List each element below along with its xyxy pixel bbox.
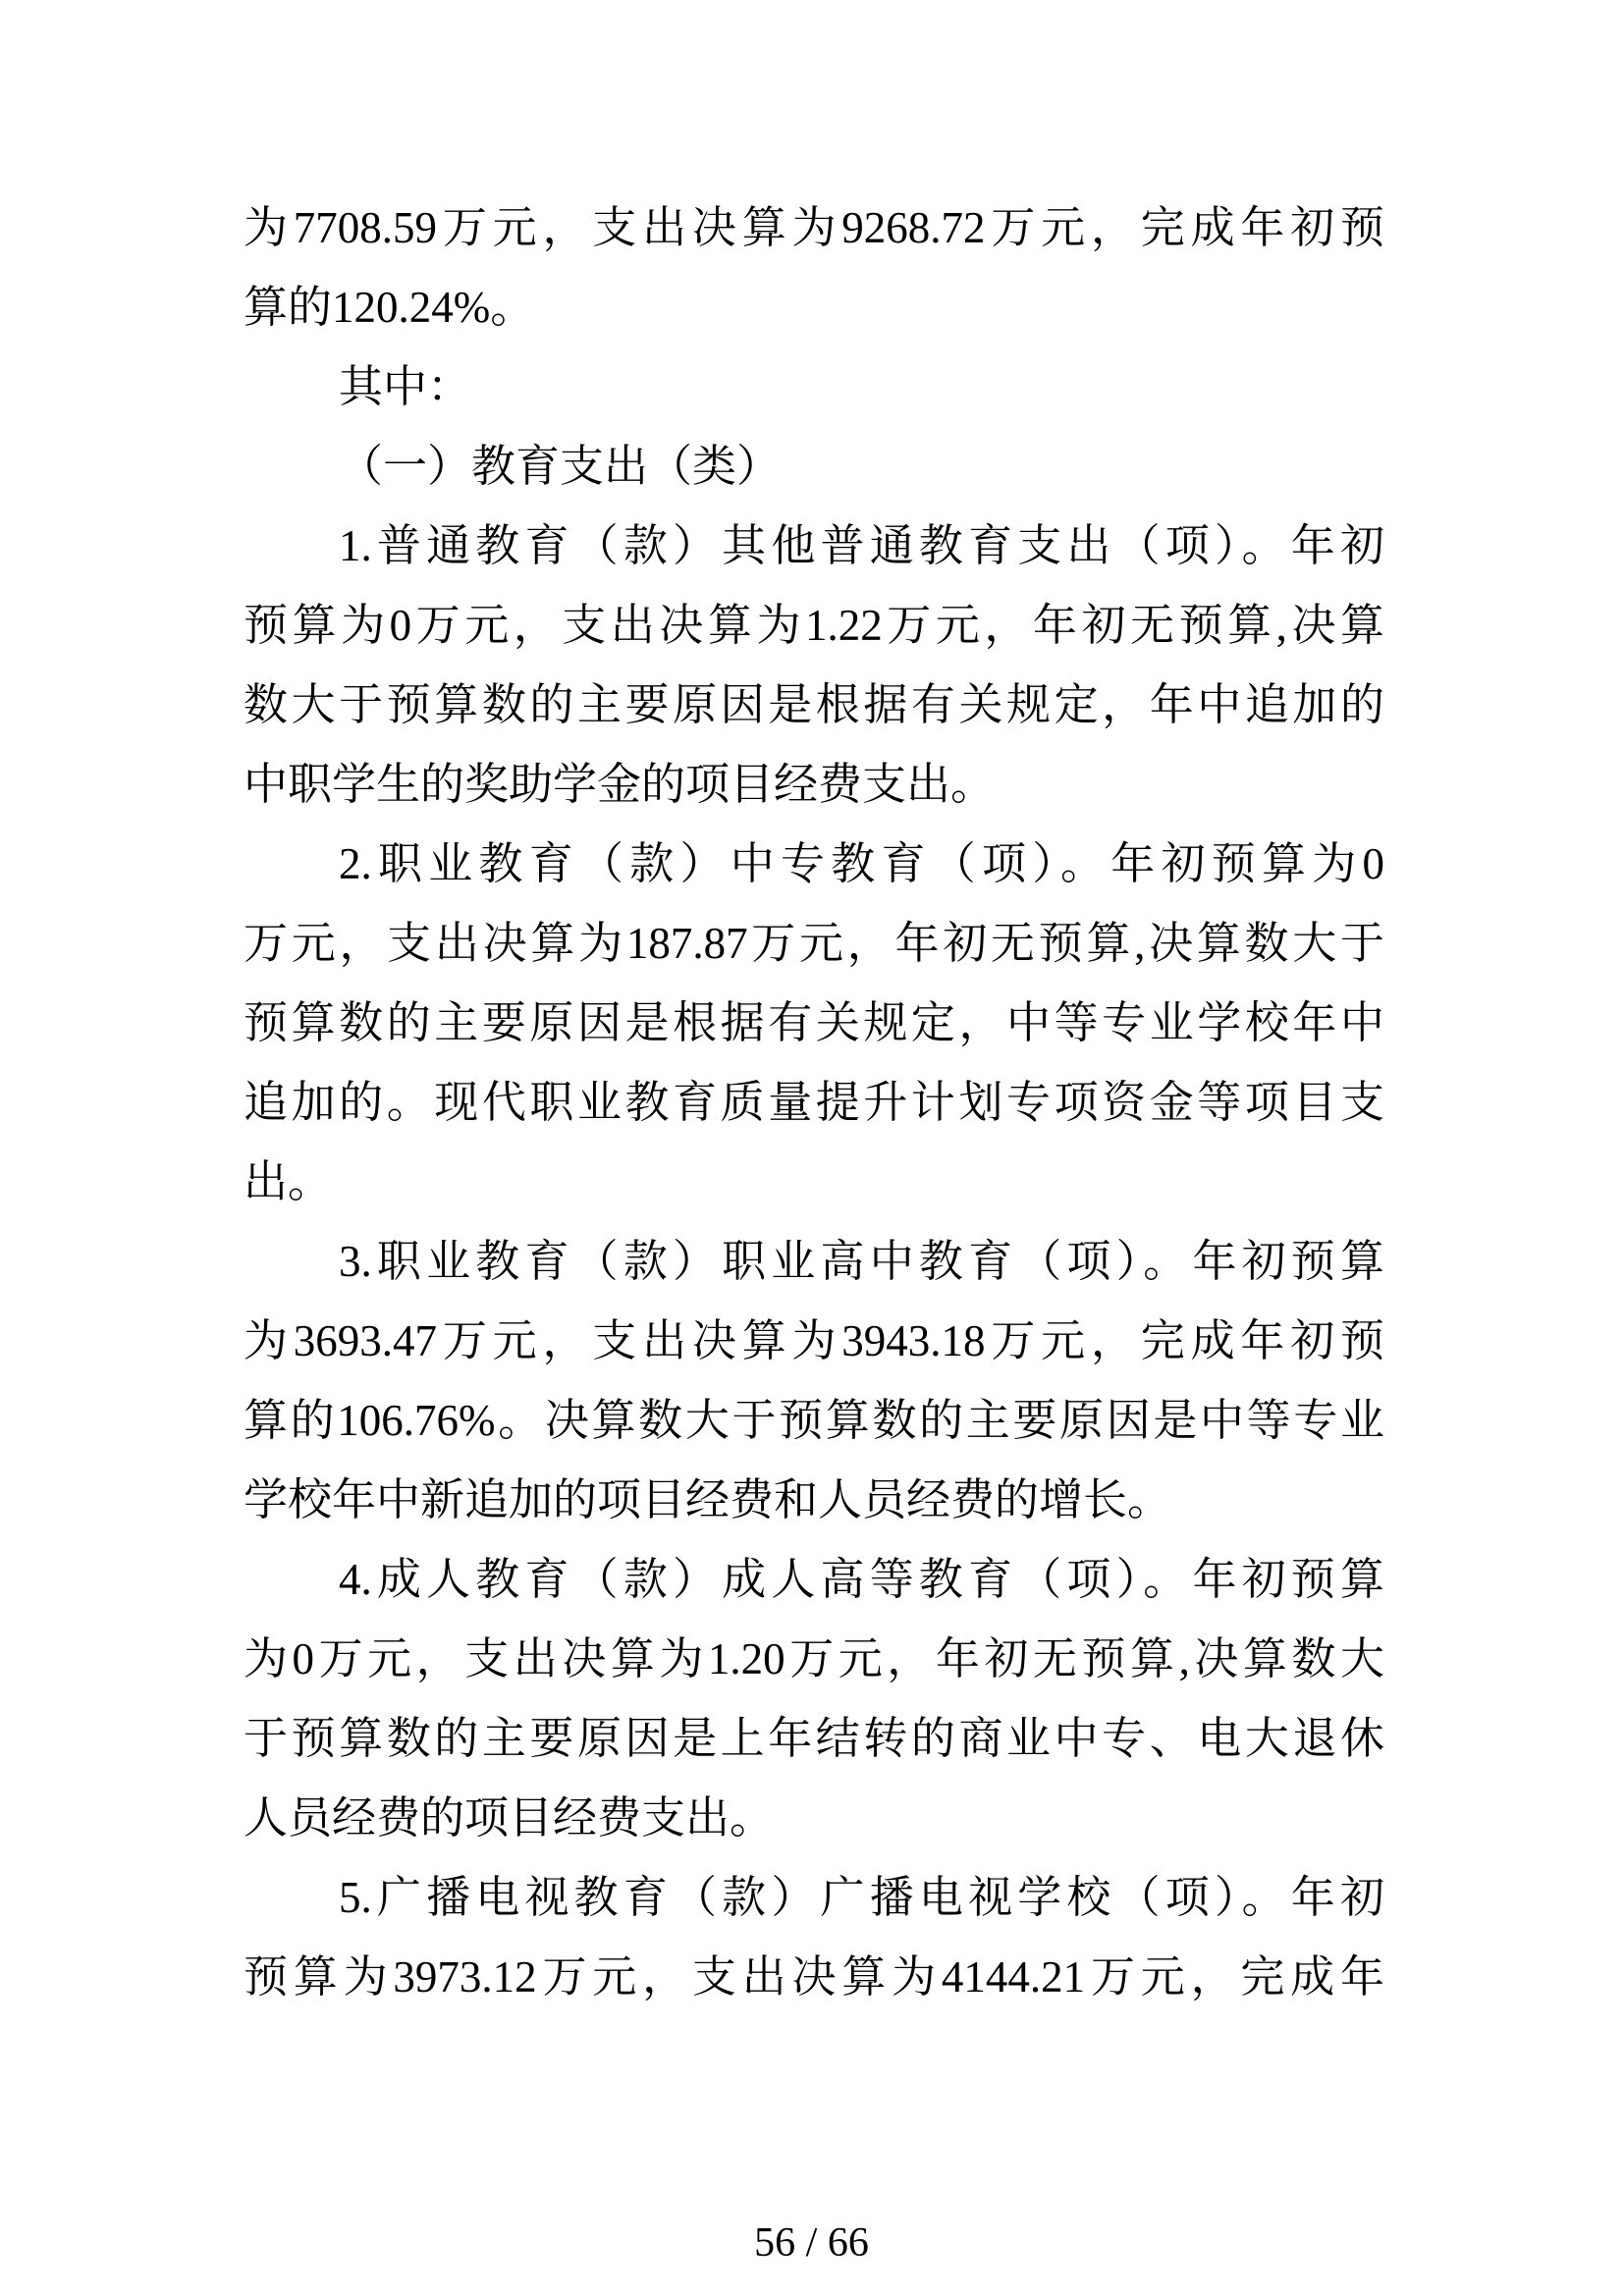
text-line: 学校年中新追加的项目经费和人员经费的增长。 bbox=[243, 1475, 1172, 1524]
text-line: （一）教育支出（类） bbox=[339, 442, 782, 491]
paragraph bbox=[243, 1222, 1384, 1540]
text-line: 2.职业教育（款）中专教育（项）。年初预算为0 bbox=[339, 839, 1384, 888]
text-line: 于预算数的主要原因是上年结转的商业中专、电大退休 bbox=[243, 1714, 1384, 1763]
text-line: 4.成人教育（款）成人高等教育（项）。年初预算 bbox=[339, 1555, 1384, 1604]
text-line: 5.广播电视教育（款）广播电视学校（项）。年初 bbox=[339, 1873, 1384, 1922]
text-line: 其中： bbox=[339, 362, 472, 411]
text-line: 算的106.76%。决算数大于预算数的主要原因是中等专业 bbox=[243, 1396, 1384, 1445]
text-line: 出。 bbox=[243, 1157, 333, 1206]
text-line: 算的120.24%。 bbox=[243, 283, 535, 332]
page-footer bbox=[0, 2220, 1623, 2266]
paragraph bbox=[243, 1858, 1384, 2017]
paragraph bbox=[243, 347, 1384, 427]
paragraph bbox=[243, 507, 1384, 825]
text-line: 人员经费的项目经费支出。 bbox=[243, 1793, 775, 1842]
paragraph bbox=[243, 825, 1384, 1222]
text-line: 预算为3973.12万元，支出决算为4144.21万元，完成年 bbox=[243, 1952, 1384, 2002]
text-line: 预算数的主要原因是根据有关规定，中等专业学校年中 bbox=[243, 998, 1384, 1047]
text-line: 1.普通教育（款）其他普通教育支出（项）。年初 bbox=[339, 521, 1384, 570]
paragraph bbox=[243, 188, 1384, 347]
document-body bbox=[243, 188, 1384, 2017]
text-line: 3.职业教育（款）职业高中教育（项）。年初预算 bbox=[339, 1237, 1384, 1286]
text-line: 中职学生的奖助学金的项目经费支出。 bbox=[243, 760, 996, 809]
text-line: 追加的。现代职业教育质量提升计划专项资金等项目支 bbox=[243, 1078, 1384, 1127]
paragraph bbox=[243, 1540, 1384, 1858]
text-line: 数大于预算数的主要原因是根据有关规定，年中追加的 bbox=[243, 680, 1384, 729]
text-line: 预算为0万元，支出决算为1.22万元，年初无预算,决算 bbox=[243, 601, 1384, 650]
page-number: 56 / 66 bbox=[754, 2220, 869, 2266]
text-line: 万元，支出决算为187.87万元，年初无预算,决算数大于 bbox=[243, 919, 1384, 968]
text-line: 为7708.59万元，支出决算为9268.72万元，完成年初预 bbox=[243, 203, 1384, 252]
text-line: 为3693.47万元，支出决算为3943.18万元，完成年初预 bbox=[243, 1316, 1384, 1365]
text-line: 为0万元，支出决算为1.20万元，年初无预算,决算数大 bbox=[243, 1634, 1384, 1683]
paragraph bbox=[243, 427, 1384, 507]
